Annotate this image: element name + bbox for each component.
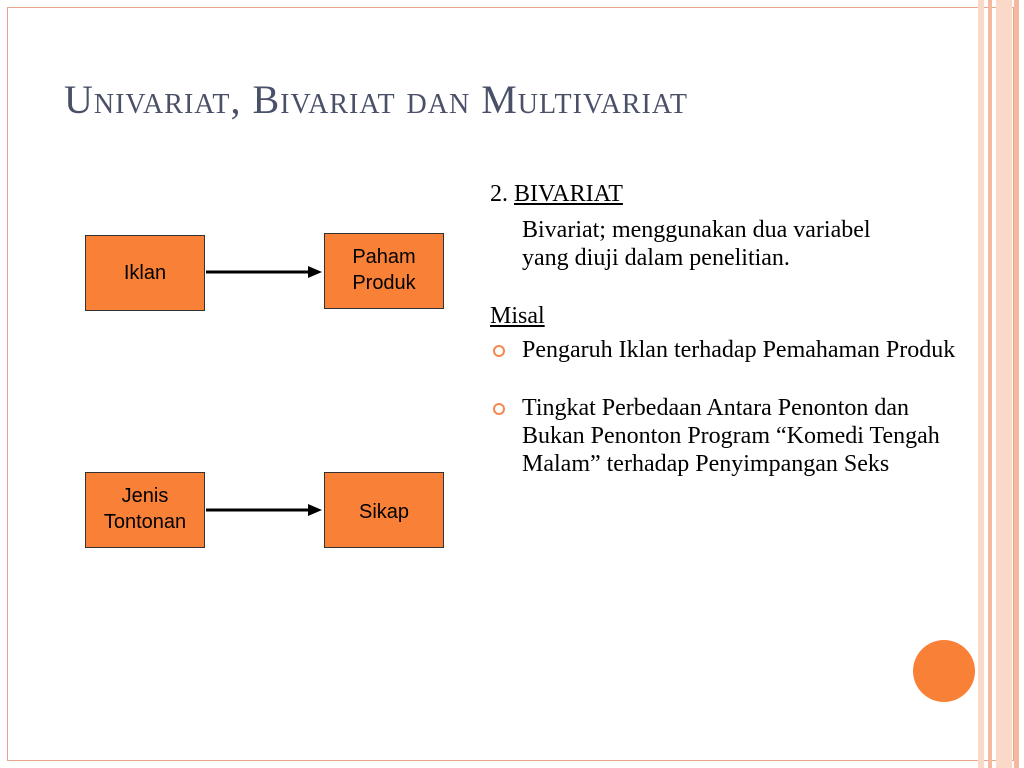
variable-box-label: Jenis Tontonan <box>103 485 187 533</box>
decorative-circle-icon <box>913 640 975 702</box>
bullet-text: Tingkat Perbedaan Antara Penonton dan Bukan Penonton Program “Komedi Tengah Malam” terhadap Penyimpangan Seks <box>522 395 940 477</box>
section-description: Bivariat; menggunakan dua variabel yang diuji dalam penelitian. <box>522 217 871 271</box>
variable-box-jenis-tontonan <box>85 472 205 548</box>
hollow-circle-icon <box>493 403 505 415</box>
decorative-stripe <box>978 0 984 768</box>
variable-box-label: Iklan <box>123 262 167 284</box>
variable-box-iklan <box>85 235 205 311</box>
slide-title: Univariat, Bivariat dan Multivariat <box>64 77 689 122</box>
bullet-text: Pengaruh Iklan terhadap Pemahaman Produk <box>522 337 956 363</box>
variable-box-label: Sikap <box>358 501 410 523</box>
variable-box-paham-produk <box>324 233 444 309</box>
content-panel <box>490 180 970 478</box>
section-number: 2. <box>490 181 508 207</box>
variable-box-label: Paham Produk <box>352 246 416 294</box>
bullet-item <box>490 336 962 364</box>
decorative-stripe <box>1014 0 1019 768</box>
arrow-icon <box>206 500 324 520</box>
variable-box-sikap <box>324 472 444 548</box>
hollow-circle-icon <box>493 345 505 357</box>
bullet-item <box>490 394 962 478</box>
section-label: BIVARIAT <box>514 181 623 207</box>
arrow-icon <box>206 262 324 282</box>
section-heading <box>490 180 970 208</box>
decorative-stripe <box>988 0 992 768</box>
decorative-stripe <box>996 0 1012 768</box>
example-label: Misal <box>490 303 545 329</box>
